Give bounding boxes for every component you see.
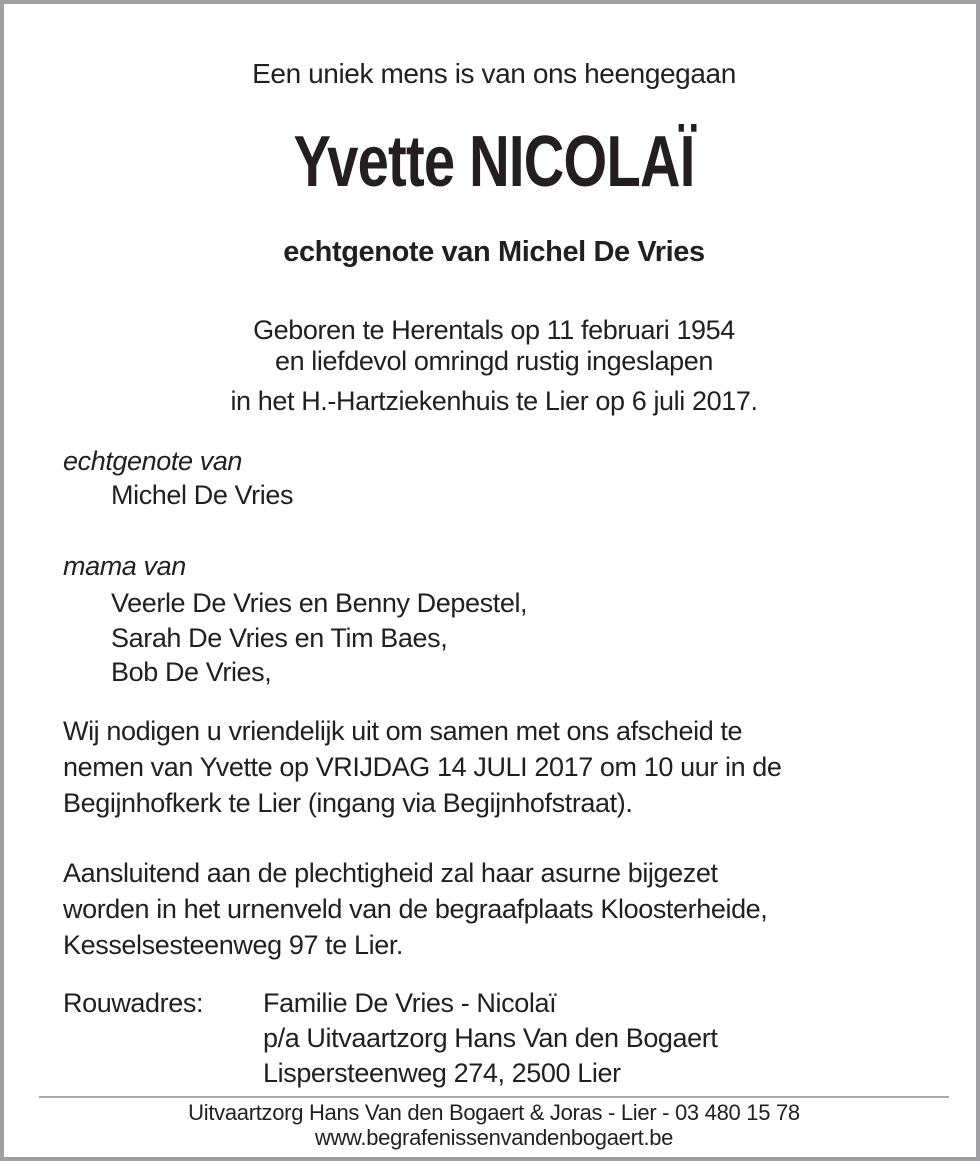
address-line-2: p/a Uitvaartzorg Hans Van den Bogaert bbox=[263, 1023, 718, 1053]
address-line-3: Lispersteenweg 274, 2500 Lier bbox=[263, 1058, 621, 1088]
ceremony-line-2: nemen van Yvette op VRIJDAG 14 JULI 2017 om 10 uur in de bbox=[63, 752, 782, 782]
funeral-home-info: Uitvaartzorg Hans Van den Bogaert & Joras - Lier - 03 480 15 78 bbox=[188, 1100, 800, 1125]
ceremony-line-1: Wij nodigen u vriendelijk uit om samen met ons afscheid te bbox=[63, 716, 743, 746]
child-1: Veerle De Vries en Benny Depestel, bbox=[111, 588, 528, 618]
address-line-1: Familie De Vries - Nicolaï bbox=[263, 988, 557, 1018]
deceased-name: Yvette NICOLAÏ bbox=[293, 122, 695, 202]
birth-line-2: en liefdevol omringd rustig ingeslapen bbox=[274, 346, 714, 376]
ceremony-line-3: Begijnhofkerk te Lier (ingang via Begijnhofstraat). bbox=[63, 788, 633, 818]
burial-line-2: worden in het urnenveld van de begraafplaats Kloosterheide, bbox=[63, 894, 768, 924]
spouse-name: Michel De Vries bbox=[111, 480, 294, 510]
tagline: Een uniek mens is van ons heengegaan bbox=[252, 58, 736, 89]
birth-line-3: in het H.-Hartziekenhuis te Lier op 6 juli 2017. bbox=[230, 386, 758, 416]
spouse-label: echtgenote van bbox=[63, 446, 243, 476]
child-2: Sarah De Vries en Tim Baes, bbox=[111, 623, 448, 653]
address-label: Rouwadres: bbox=[63, 988, 204, 1018]
burial-line-1: Aansluitend aan de plechtigheid zal haar asurne bijgezet bbox=[63, 858, 718, 888]
burial-line-3: Kesselsesteenweg 97 te Lier. bbox=[63, 930, 404, 960]
deceased-name-container bbox=[4, 122, 980, 202]
birth-line-1: Geboren te Herentals op 11 februari 1954 bbox=[253, 315, 735, 345]
funeral-home-website: www.begrafenissenvandenbogaert.be bbox=[314, 1125, 674, 1150]
footer-divider bbox=[39, 1096, 949, 1098]
spouse-subtitle: echtgenote van Michel De Vries bbox=[283, 236, 705, 268]
child-3: Bob De Vries, bbox=[111, 657, 272, 687]
children-label: mama van bbox=[63, 551, 186, 581]
